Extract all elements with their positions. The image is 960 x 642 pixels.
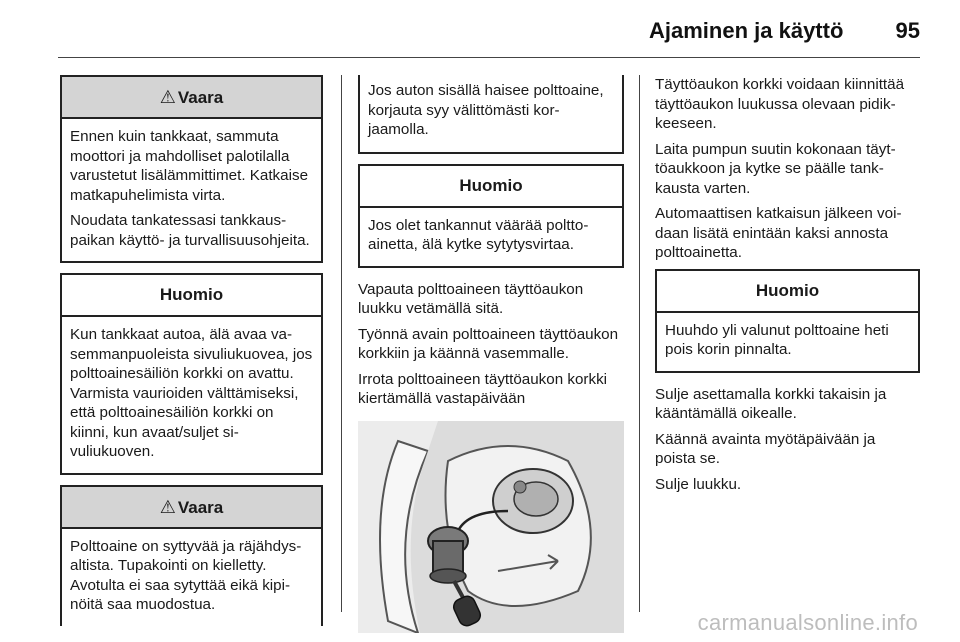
warning-box-2: [60, 485, 323, 626]
chapter-title: Ajaminen ja käyttö: [649, 18, 844, 43]
notice-box-3: [655, 269, 920, 373]
column-2: [358, 75, 624, 633]
instruction-paragraph: Automaattisen katkaisun jälkeen voidaan lisätä enintään kaksi annosta polttoainetta.: [655, 205, 902, 261]
notice-box-body: [62, 317, 321, 473]
warning-box-body: [62, 119, 321, 261]
warning-title: Vaara: [177, 88, 224, 107]
page-number: 95: [895, 18, 920, 43]
instructions-top: [655, 75, 920, 263]
column-divider-1: [341, 75, 342, 612]
warning-title: Vaara: [177, 497, 224, 517]
warning-box-header: [62, 77, 321, 119]
watermark: carmanualsonline.info: [697, 610, 918, 635]
notice-text: Kun tankkaat autoa, älä avaa vasemmanpuoleista sivuliukuovea, jos polttoainesäiliön korkki on avattu. Varmista vaurioiden välttämiseksi, että polttoainesäiliön korkki on kiinni, kun avaat/suljet sivuliukuoven.: [70, 326, 313, 460]
instruction-paragraph: Laita pumpun suutin kokonaan täyttöaukkoon ja kytke se päälle tankkausta varten.: [655, 140, 896, 197]
instruction-paragraph: Irrota polttoaineen täyttöaukon korkki kiertämällä vastapäivään: [358, 370, 608, 407]
notice-text: Huuhdo yli valunut polttoaine heti pois korin pinnalta.: [665, 321, 889, 358]
warning-paragraph: Ennen kuin tankkaat, sammuta moottori ja mahdolliset palotilalla varustetut lisälämmittimet. Katkaise matkapuhelimista virta.: [70, 128, 309, 204]
header-rule: [58, 57, 920, 58]
instruction-paragraph: Sulje asettamalla korkki takaisin ja kääntämällä oikealle.: [655, 385, 887, 422]
column-1: [60, 75, 323, 636]
fuel-cap-drawing: [358, 421, 624, 633]
notice-box-body: [360, 208, 622, 266]
warning-box-continued: [358, 75, 624, 154]
instructions: [358, 280, 624, 409]
page-header: [649, 18, 920, 44]
warning-box-body: [360, 75, 622, 152]
warning-box-header: [62, 487, 321, 529]
column-3: [655, 75, 920, 500]
instructions-bottom: [655, 385, 920, 495]
notice-box-1: [60, 273, 323, 475]
instruction-paragraph: Työnnä avain polttoaineen täyttöaukon korkkiin ja käännä vasemmalle.: [358, 325, 619, 362]
notice-box-header: Huomio: [62, 275, 321, 317]
notice-box-header: Huomio: [657, 271, 918, 313]
fuel-cap-illustration: [358, 421, 624, 633]
notice-box-body: [657, 313, 918, 371]
warning-triangle-icon: ⚠: [159, 496, 176, 517]
notice-text: Jos olet tankannut väärää polttoainetta, älä kytke sytytysvirtaa.: [368, 216, 589, 253]
notice-box-2: [358, 164, 624, 268]
warning-text: Jos auton sisällä haisee polttoaine, korjauta syy välittömästi korjaamolla.: [368, 82, 604, 138]
warning-paragraph: Noudata tankatessasi tankkauspaikan käyttö- ja turvallisuusohjeita.: [70, 212, 310, 249]
warning-box-body: [62, 529, 321, 626]
warning-text: Polttoaine on syttyvää ja räjähdysaltista. Tupakointi on kielletty. Avotulta ei saa sytyttää eikä kipinöitä saa muodostua.: [70, 537, 302, 613]
instruction-paragraph: Vapauta polttoaineen täyttöaukon luukku vetämällä sitä.: [358, 280, 584, 317]
instruction-paragraph: Käännä avainta myötäpäivään ja poista se.: [655, 430, 876, 467]
instruction-paragraph: Täyttöaukon korkki voidaan kiinnittää täyttöaukon luukussa olevaan pidikkeeseen.: [655, 76, 905, 132]
instruction-paragraph: Sulje luukku.: [655, 475, 742, 493]
notice-box-header: Huomio: [360, 166, 622, 208]
column-divider-2: [639, 75, 640, 612]
warning-box-1: [60, 75, 323, 263]
warning-triangle-icon: ⚠: [159, 87, 176, 107]
